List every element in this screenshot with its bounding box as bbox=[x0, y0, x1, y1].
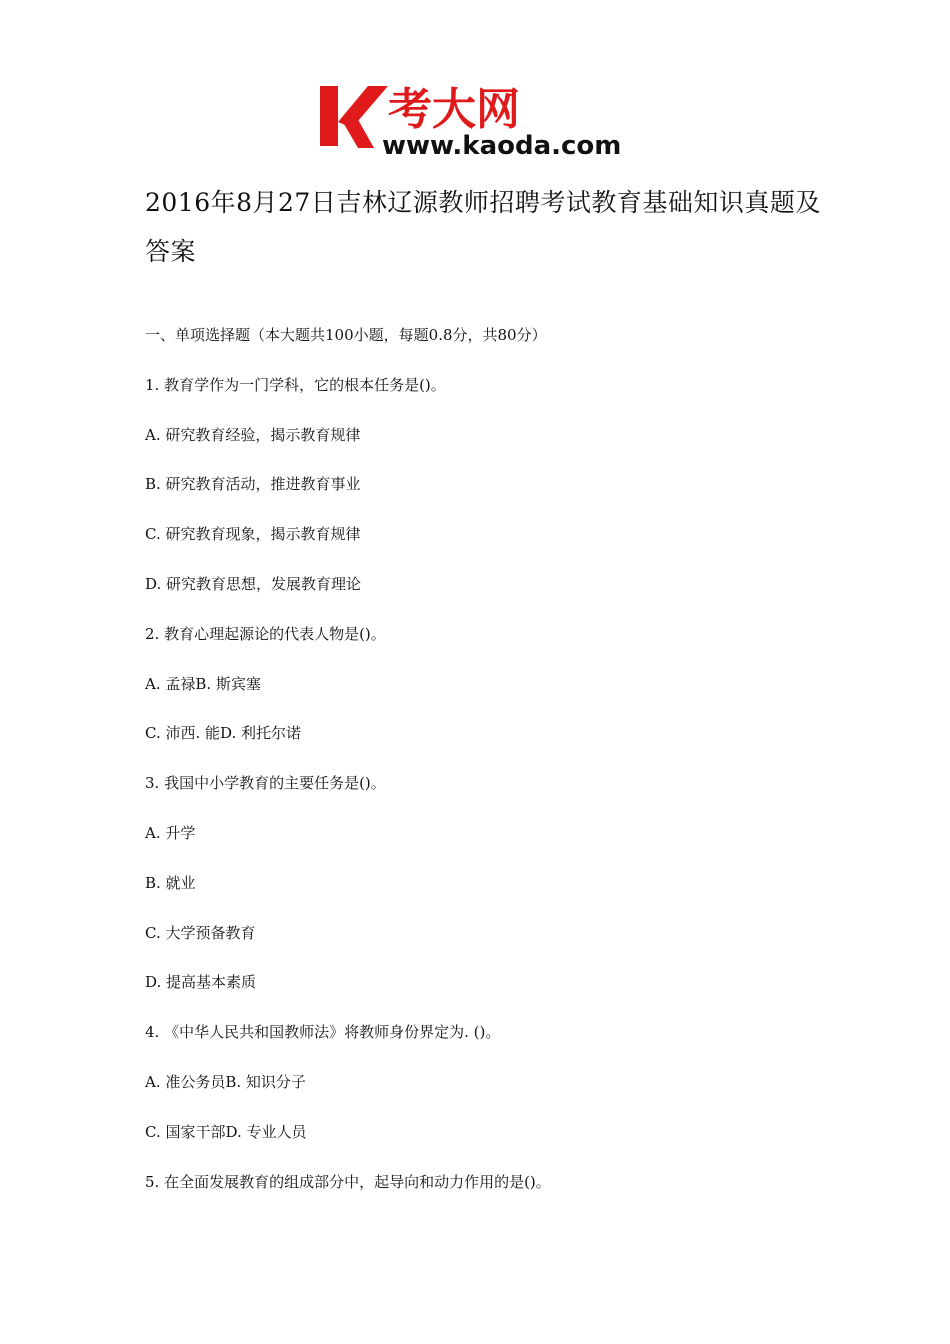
answer-option: D. 研究教育思想，发展教育理论 bbox=[145, 574, 362, 593]
answer-option: D. 提高基本素质 bbox=[145, 973, 257, 992]
answer-option: C. 大学预备教育 bbox=[145, 923, 256, 942]
logo-cn-text: 考大网 bbox=[388, 84, 520, 135]
answer-option: C. 沛西. 能D. 利托尔诺 bbox=[145, 724, 302, 743]
question-stem: 5. 在全面发展教育的组成部分中，起导向和动力作用的是()。 bbox=[145, 1172, 551, 1191]
logo-url-text: www.kaoda.com bbox=[382, 131, 622, 161]
kaoda-logo-graphic bbox=[318, 78, 648, 162]
answer-option: A. 研究教育经验，揭示教育规律 bbox=[145, 425, 361, 444]
answer-option: B. 研究教育活动，推进教育事业 bbox=[145, 475, 361, 494]
question-stem: 4. 《中华人民共和国教师法》将教师身份界定为. ()。 bbox=[145, 1023, 501, 1042]
question-stem: 3. 我国中小学教育的主要任务是()。 bbox=[145, 774, 386, 793]
question-list bbox=[145, 322, 845, 1218]
question-stem: 2. 教育心理起源论的代表人物是()。 bbox=[145, 624, 386, 643]
answer-option: C. 研究教育现象，揭示教育规律 bbox=[145, 525, 361, 544]
question-stem: 1. 教育学作为一门学科，它的根本任务是()。 bbox=[145, 375, 446, 394]
answer-option: B. 就业 bbox=[145, 873, 196, 892]
answer-option: A. 升学 bbox=[145, 823, 196, 842]
document-title: 2016年8月27日吉林辽源教师招聘考试教育基础知识真题及答案 bbox=[145, 188, 821, 266]
logo-k-mark bbox=[320, 86, 388, 148]
kaoda-logo bbox=[318, 78, 648, 162]
answer-option: C. 国家干部D. 专业人员 bbox=[145, 1122, 307, 1141]
section-heading: 一、单项选择题（本大题共100小题，每题0.8分，共80分） bbox=[145, 326, 547, 344]
answer-option: A. 准公务员B. 知识分子 bbox=[145, 1072, 306, 1091]
answer-option: A. 孟禄B. 斯宾塞 bbox=[145, 674, 261, 693]
